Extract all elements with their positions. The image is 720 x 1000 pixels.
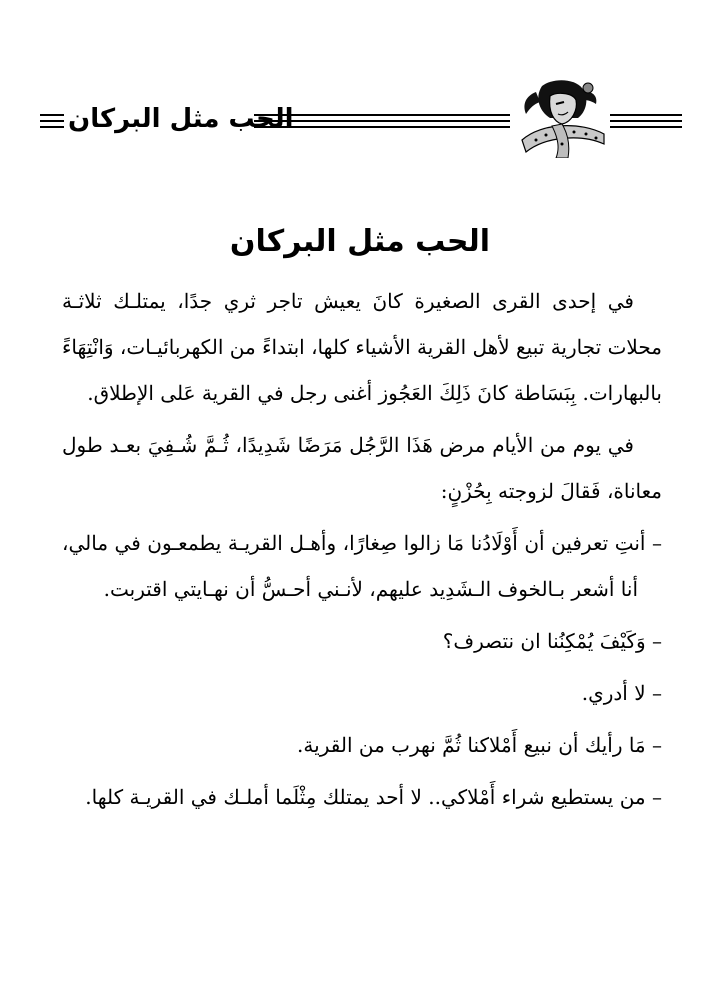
header-rule-right bbox=[610, 114, 682, 128]
chapter-title: الحب مثل البركان bbox=[229, 224, 491, 259]
header-rule-left bbox=[40, 114, 64, 128]
paragraph: في إحدى القرى الصغيرة كانَ يعيش تاجر ثري جدًا، يمتلـك ثلاثـة محلات تجارية تبيع لأهل القرية الأشياء كلها، ابتداءً من الكهربائيـات، وَانْتِهَاءً بالبهارات. بِبَسَاطة كانَ ذَلِكَ العَجُوز أغنى رجل في القرية عَلى الإطلاق. bbox=[62, 289, 662, 405]
running-title: الحب مثل البركان bbox=[68, 104, 294, 134]
dialogue-line: – من يستطيع شراء أَمْلاكي.. لا أحد يمتلك مِثْلَما أملـك في القريـة كلها. bbox=[85, 785, 662, 809]
dialogue-line: – أنتِ تعرفين أن أَوْلَادُنا مَا زالوا صِغارًا، وأهـل القريـة يطمعـون في مالي، أنا أشعر بـالخوف الـشَدِيد عليهم، لأنـني أحـسُّ أن نهـايتي اقتربت. bbox=[62, 531, 662, 601]
story-text bbox=[62, 278, 662, 826]
dialogue-line: – مَا رأيك أن نبيع أَمْلاكنا ثُمَّ نهرب من القرية. bbox=[297, 733, 662, 757]
girl-illustration-icon bbox=[512, 78, 612, 158]
dialogue-line: – لا أدري. bbox=[581, 681, 662, 705]
header-rule-middle bbox=[254, 114, 510, 128]
paragraph: في يوم من الأيام مرض هَذَا الرَّجُل مَرَضًا شَدِيدًا، ثُـمَّ شُـفِيَ بعـد طول معاناة، فَقالَ لزوجته بِحُزْنٍ: bbox=[62, 433, 662, 503]
dialogue-line: – وَكَيْفَ يُمْكِنُنا ان نتصرف؟ bbox=[442, 629, 662, 653]
running-header bbox=[40, 78, 682, 158]
